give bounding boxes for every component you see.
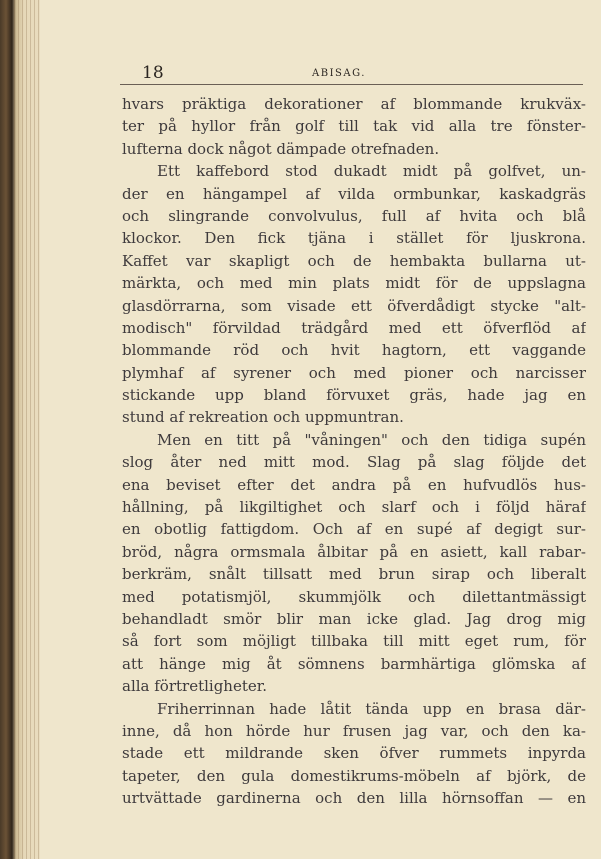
text-line: stickande upp bland förvuxet gräs, hade jag en	[122, 386, 586, 405]
text-line: blommande röd och hvit hagtorn, ett vaggande	[122, 341, 586, 360]
text-line: lufterna dock något dämpade otrefnaden.	[122, 139, 440, 158]
text-line: glasdörrarna, som visade ett öfverdådigt stycke "alt-	[122, 296, 586, 315]
page-edges	[14, 0, 40, 859]
text-line: berkräm, snålt tillsatt med brun sirap och liberalt	[122, 565, 586, 584]
text-line: att hänge mig åt sömnens barmhärtiga glömska af	[122, 654, 586, 673]
text-line: Men en titt på "våningen" och den tidiga supén	[157, 430, 586, 449]
text-line: ena beviset efter det andra på en hufvudlös hus-	[122, 475, 586, 494]
text-line: märkta, och med min plats midt för de uppslagna	[122, 274, 586, 293]
text-line: stade ett mildrande sken öfver rummets inpyrda	[122, 744, 586, 763]
text-line: klockor. Den fick tjäna i stället för ljuskrona.	[122, 229, 586, 248]
running-head: ABISAG.	[312, 68, 366, 79]
page-number: 18	[142, 63, 164, 83]
text-line: en obotlig fattigdom. Och af en supé af degigt sur-	[122, 520, 586, 539]
text-line: inne, då hon hörde hur frusen jag var, och den ka-	[122, 721, 586, 740]
text-line: ter på hyllor från golf till tak vid alla tre fönster-	[122, 117, 586, 136]
text-line: stund af rekreation och uppmuntran.	[122, 408, 404, 427]
text-line: alla förtretligheter.	[122, 677, 268, 696]
text-line: Friherrinnan hade låtit tända upp en brasa där-	[157, 699, 586, 718]
text-line: tapeter, den gula domestikrums-möbeln af björk, de	[122, 766, 586, 785]
text-line: hvars präktiga dekorationer af blommande krukväx-	[122, 95, 586, 113]
text-line: och slingrande convolvulus, full af hvita och blå	[122, 206, 586, 225]
text-line: hållning, på likgiltighet och slarf och i följd häraf	[122, 498, 586, 517]
text-line: der en hängampel af vilda ormbunkar, kaskadgräs	[122, 184, 586, 203]
page-header	[40, 60, 601, 90]
text-line: Ett kaffebord stod dukadt midt på golfvet, un-	[157, 162, 586, 181]
text-line: Kaffet var skapligt och de hembakta bullarna ut-	[122, 251, 586, 270]
text-line: med potatismjöl, skummjölk och dilettantmässigt	[122, 587, 586, 606]
text-line: så fort som möjligt tillbaka till mitt eget rum, för	[122, 632, 586, 651]
text-line: modisch" förvildad trädgård med ett öfverflöd af	[122, 318, 586, 337]
text-line: plymhaf af syrener och med pioner och narcisser	[122, 363, 586, 382]
text-line: urtvättade gardinerna och den lilla hörnsoffan — en	[122, 789, 586, 808]
body-text	[122, 93, 586, 810]
book-page	[40, 0, 601, 859]
text-line: bröd, några ormsmala ålbitar på en asiett, kall rabar-	[122, 542, 586, 561]
text-line: slog åter ned mitt mod. Slag på slag följde det	[122, 453, 586, 472]
header-rule	[120, 84, 583, 85]
text-line: behandladt smör blir man icke glad. Jag drog mig	[122, 609, 586, 628]
